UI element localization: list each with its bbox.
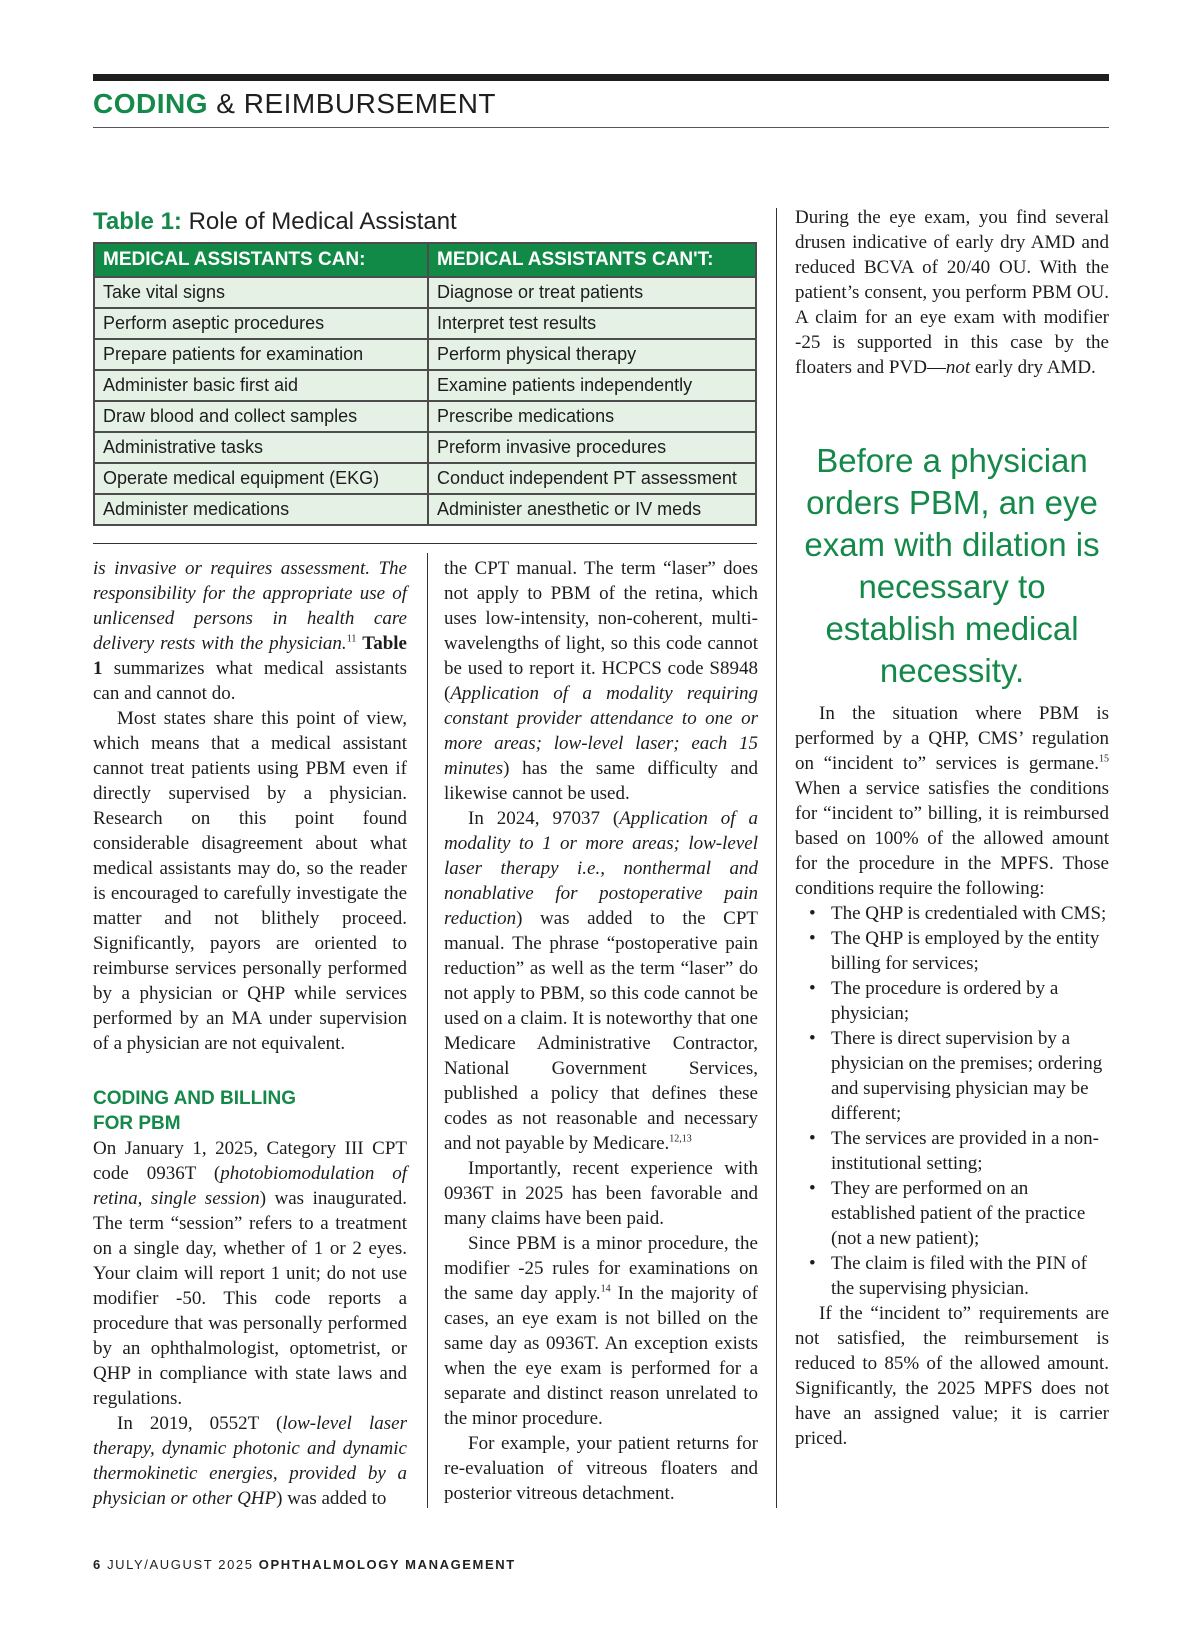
reference-marker: 14 bbox=[600, 1283, 611, 1295]
cell-can: Administer basic first aid bbox=[94, 370, 428, 401]
pull-quote: Before a physician orders PBM, an eye exam with dilation is necessary to establish medical necessity. bbox=[804, 442, 1100, 689]
medical-assistant-role-table bbox=[93, 242, 757, 526]
cell-cant: Administer anesthetic or IV meds bbox=[428, 494, 756, 525]
column-divider-1 bbox=[427, 553, 428, 1508]
paragraph: Importantly, recent experience with 0936T in 2025 has been favorable and many claims have been paid. bbox=[444, 1158, 758, 1229]
issue-date: JULY/AUGUST 2025 bbox=[107, 1557, 254, 1572]
cell-can: Perform aseptic procedures bbox=[94, 308, 428, 339]
page-number: 6 bbox=[93, 1557, 102, 1572]
table-row bbox=[94, 339, 756, 370]
italic-text: Application of a modality requiring constant provider attendance to one or more areas; low-level laser; each 15 minutes bbox=[444, 683, 758, 779]
text: Since PBM is a minor procedure, the modifier -25 rules for examinations on the same day apply. bbox=[444, 1233, 758, 1304]
paragraph: Most states share this point of view, which means that a medical assistant cannot treat patients using PBM even if directly supervised by a physician. Research on this point found considerable disagreement about what medical assistants may do, so the reader is encouraged to carefully investigate the matter and not blithely proceed. Significantly, payors are oriented to reimburse services personally performed by a physician or QHP while services performed by an MA under supervision of a physician are not equivalent. bbox=[93, 708, 407, 1054]
cell-cant: Prescribe medications bbox=[428, 401, 756, 432]
reference-marker: 12,13 bbox=[669, 1133, 692, 1145]
italic-text: low-level laser therapy, dynamic photonic and dynamic thermokinetic energies, provided by a physician or other QHP bbox=[93, 1413, 407, 1509]
table-row bbox=[94, 432, 756, 463]
table-row bbox=[94, 277, 756, 308]
article-column-1 bbox=[93, 556, 407, 1511]
paragraph bbox=[93, 1136, 407, 1411]
cell-cant: Perform physical therapy bbox=[428, 339, 756, 370]
table-row bbox=[94, 370, 756, 401]
table-header-row bbox=[94, 243, 756, 277]
table-row bbox=[94, 494, 756, 525]
top-rule-bar bbox=[93, 74, 1109, 81]
list-item: • The procedure is ordered by a physician; bbox=[831, 976, 1109, 1026]
list-item: • The QHP is credentialed with CMS; bbox=[831, 901, 1109, 926]
reference-marker: 11 bbox=[346, 633, 357, 645]
section-header bbox=[93, 88, 496, 120]
subheading-line: FOR PBM bbox=[93, 1113, 181, 1134]
table-row bbox=[94, 463, 756, 494]
text: the CPT manual. The term “laser” does not apply to PBM of the retina, which uses low-intensity, non-coherent, multi-wavelengths of light, so this code cannot be used to report it. HCPCS code S8948 ( bbox=[444, 558, 758, 704]
table-title bbox=[93, 208, 457, 236]
text: ) was added to bbox=[276, 1488, 387, 1509]
subheading bbox=[93, 1086, 407, 1136]
subheading-line: CODING AND BILLING bbox=[93, 1088, 297, 1109]
cell-cant: Conduct independent PT assessment bbox=[428, 463, 756, 494]
italic-text: not bbox=[945, 357, 971, 378]
header-rule bbox=[93, 127, 1109, 128]
table-caption: Role of Medical Assistant bbox=[188, 208, 457, 235]
list-item: • The QHP is employed by the entity billing for services; bbox=[831, 926, 1109, 976]
paragraph bbox=[444, 1231, 758, 1431]
paragraph: If the “incident to” requirements are not satisfied, the reimbursement is reduced to 85% of the allowed amount. Significantly, the 2025 MPFS does not have an assigned value; it is carrier priced. bbox=[795, 1303, 1109, 1449]
list-item: • The claim is filed with the PIN of the supervising physician. bbox=[831, 1251, 1109, 1301]
header-can: MEDICAL ASSISTANTS CAN: bbox=[94, 243, 428, 277]
cell-can: Draw blood and collect samples bbox=[94, 401, 428, 432]
table-row bbox=[94, 401, 756, 432]
list-item: • The services are provided in a non-institutional setting; bbox=[831, 1126, 1109, 1176]
article-column-3-lower bbox=[795, 701, 1109, 1451]
list-item: • There is direct supervision by a physician on the premises; ordering and supervising physician may be different; bbox=[831, 1026, 1109, 1126]
header-cant: MEDICAL ASSISTANTS CAN'T: bbox=[428, 243, 756, 277]
page-footer bbox=[93, 1557, 516, 1572]
cell-cant: Examine patients independently bbox=[428, 370, 756, 401]
italic-text: is invasive or requires assessment. The responsibility for the appropriate use of unlicensed persons in health care delivery rests with the physician. bbox=[93, 558, 407, 654]
italic-text: photobiomodulation of retina, single session bbox=[93, 1163, 407, 1209]
text: When a service satisfies the conditions for “incident to” billing, it is reimbursed based on 100% of the allowed amount for the procedure in the MPFS. Those conditions require the following: bbox=[795, 778, 1109, 899]
cell-can: Take vital signs bbox=[94, 277, 428, 308]
table-label: Table 1: bbox=[93, 208, 182, 235]
table-row bbox=[94, 308, 756, 339]
cell-cant: Diagnose or treat patients bbox=[428, 277, 756, 308]
paragraph bbox=[93, 556, 407, 706]
text: ) has the same difficulty and likewise cannot be used. bbox=[444, 758, 758, 804]
section-header-accent: CODING bbox=[93, 88, 208, 119]
text: In the majority of cases, an eye exam is not billed on the same day as 0936T. An exception exists when the eye exam is performed for a separate and distinct reason unrelated to the minor procedure. bbox=[444, 1283, 758, 1429]
paragraph bbox=[444, 806, 758, 1156]
text: early dry AMD. bbox=[974, 357, 1096, 378]
paragraph bbox=[444, 556, 758, 806]
italic-text: Application of a modality to 1 or more areas; low-level laser therapy i.e., nonthermal and nonablative for postoperative pain reduction bbox=[444, 808, 758, 929]
text: During the eye exam, you find several drusen indicative of early dry AMD and reduced BCVA of 20/40 OU. With the patient’s consent, you perform PBM OU. A claim for an eye exam with modifier -25 is supported in this case by the floaters and PVD— bbox=[795, 207, 1109, 378]
publication-name: OPHTHALMOLOGY MANAGEMENT bbox=[258, 1557, 516, 1572]
text: ) was inaugurated. The term “session” refers to a treatment on a single day, whether of 1 or 2 eyes. Your claim will report 1 unit; do not use modifier -50. This code reports a procedure that was personally performed by an ophthalmologist, optometrist, or QHP in compliance with state laws and regulations. bbox=[93, 1188, 407, 1409]
cell-can: Administer medications bbox=[94, 494, 428, 525]
paragraph: For example, your patient returns for re-evaluation of vitreous floaters and posterior vitreous detachment. bbox=[444, 1433, 758, 1504]
cell-can: Administrative tasks bbox=[94, 432, 428, 463]
incident-to-conditions-list bbox=[795, 901, 1109, 1301]
text: In 2024, 97037 ( bbox=[468, 808, 620, 829]
text: In the situation where PBM is performed by a QHP, CMS’ regulation on “incident to” services is germane. bbox=[795, 703, 1109, 774]
text: summarizes what medical assistants can and cannot do. bbox=[93, 658, 408, 704]
column-divider-2 bbox=[776, 208, 777, 1508]
reference-marker: 15 bbox=[1099, 753, 1109, 765]
cell-can: Prepare patients for examination bbox=[94, 339, 428, 370]
table-reference: Table 1 bbox=[93, 633, 407, 679]
list-item: • They are performed on an established patient of the practice (not a new patient); bbox=[831, 1176, 1109, 1251]
table-bottom-rule bbox=[93, 543, 757, 544]
cell-cant: Preform invasive procedures bbox=[428, 432, 756, 463]
article-column-3 bbox=[795, 205, 1109, 380]
cell-can: Operate medical equipment (EKG) bbox=[94, 463, 428, 494]
paragraph bbox=[93, 1411, 407, 1511]
cell-cant: Interpret test results bbox=[428, 308, 756, 339]
paragraph bbox=[795, 701, 1109, 901]
section-header-rest: & REIMBURSEMENT bbox=[216, 88, 497, 119]
text: In 2019, 0552T ( bbox=[117, 1413, 283, 1434]
paragraph bbox=[795, 205, 1109, 380]
text: On January 1, 2025, Category III CPT code 0936T ( bbox=[93, 1138, 407, 1184]
article-column-2 bbox=[444, 556, 758, 1506]
text: ) was added to the CPT manual. The phrase “postoperative pain reduction” as well as the term “laser” do not apply to PBM, so this code cannot be used on a claim. It is noteworthy that one Medicare Administrative Contractor, National Government Services, published a policy that defines these codes as not reasonable and necessary and not payable by Medicare. bbox=[444, 908, 758, 1154]
